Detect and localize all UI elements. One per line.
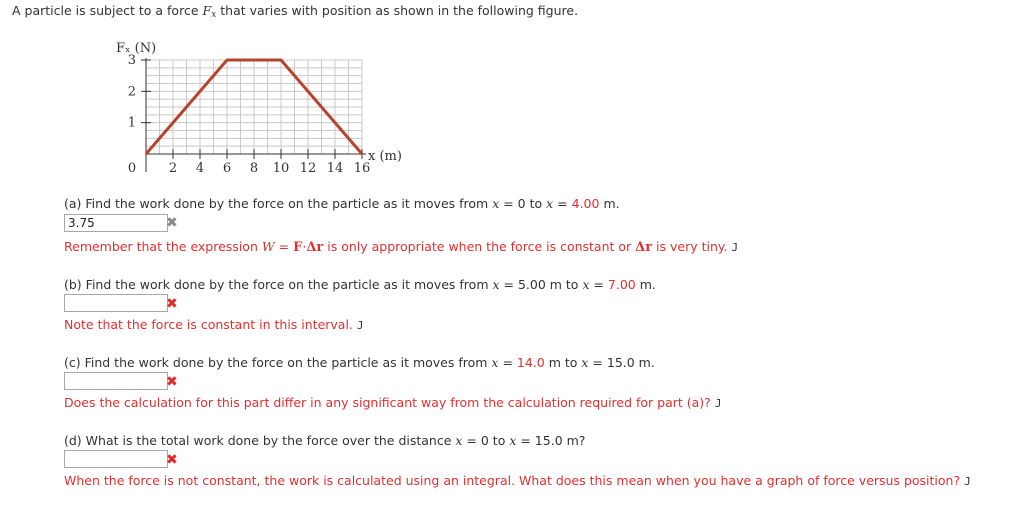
question-b-unit: m. <box>635 277 656 292</box>
question-c-text: (c) Find the work done by the force on the particle as it moves from <box>64 355 492 370</box>
hint-a-dot: · <box>302 239 307 254</box>
x-axis-label: x (m) <box>368 149 402 164</box>
x-tick-label: 12 <box>299 161 317 176</box>
x-tick-label: 10 <box>272 161 290 176</box>
answer-input-c[interactable] <box>64 372 168 390</box>
hint-d-mark[interactable]: J <box>964 475 971 488</box>
x-tick-label: 2 <box>168 161 178 176</box>
y-axis-label: Fₓ (N) <box>116 41 157 56</box>
question-a-eq1: = 0 to <box>499 196 547 211</box>
question-c-var2: x <box>581 355 589 370</box>
hint-c-text: Does the calculation for this part differ in any significant way from the calculation required for part (a)? <box>64 395 711 410</box>
question-a <box>64 196 620 211</box>
incorrect-icon-c: ✖ <box>166 374 178 390</box>
question-d-var: x <box>455 433 463 448</box>
question-b-value: 7.00 <box>607 277 636 292</box>
intro-text-after: that varies with position as shown in the following figure. <box>216 3 579 18</box>
x-tick-labels <box>128 161 370 176</box>
hint-b <box>64 317 364 332</box>
hint-a-mid: is only appropriate when the force is constant or <box>323 239 636 254</box>
question-c-eq1: = <box>498 355 517 370</box>
graph-grid <box>146 60 362 154</box>
x-tick-label: 6 <box>222 161 232 176</box>
hint-c-mark[interactable]: J <box>714 397 722 410</box>
question-d-eq1: = 0 to <box>462 433 510 448</box>
answer-input-a[interactable] <box>64 214 168 232</box>
incorrect-icon-d: ✖ <box>166 452 178 468</box>
hint-b-mark[interactable]: J <box>356 319 364 332</box>
graph-axes <box>141 58 366 172</box>
question-d-var2: x <box>509 433 517 448</box>
question-a-value: 4.00 <box>571 196 600 211</box>
question-c-var: x <box>491 355 499 370</box>
question-a-unit: m. <box>599 196 620 211</box>
question-d-text: (d) What is the total work done by the force over the distance <box>64 433 456 448</box>
hint-a-mark[interactable]: J <box>731 241 739 254</box>
hint-a-force-vector: F <box>293 240 303 255</box>
hint-a-w: W <box>261 239 275 254</box>
x-tick-label: 4 <box>195 161 205 176</box>
hint-a-eq: = <box>274 239 294 254</box>
hint-d <box>64 473 971 488</box>
question-b-eq2: = <box>589 277 608 292</box>
hint-a-after: is very tiny. <box>652 239 728 254</box>
answer-input-b[interactable] <box>64 294 168 312</box>
question-b-eq1: = 5.00 m to <box>499 277 583 292</box>
x-tick-label: 14 <box>326 161 344 176</box>
incorrect-icon-a: ✖ <box>166 215 178 231</box>
force-symbol: F <box>202 3 212 18</box>
answer-input-d[interactable] <box>64 450 168 468</box>
question-b-text: (b) Find the work done by the force on the particle as it moves from <box>64 277 493 292</box>
x-tick-label: 16 <box>353 161 371 176</box>
question-a-var: x <box>492 196 500 211</box>
question-a-var2: x <box>546 196 554 211</box>
y-tick-labels <box>128 53 136 131</box>
force-subscript: x <box>211 10 217 20</box>
hint-a-displacement-vector: Δr <box>306 240 324 255</box>
x-tick-label: 0 <box>127 161 137 176</box>
problem-statement <box>12 3 578 20</box>
hint-b-text: Note that the force is constant in this interval. <box>64 317 353 332</box>
question-d-eq2: = 15.0 m? <box>516 433 586 448</box>
intro-text-before: A particle is subject to a force <box>12 3 203 18</box>
force-line <box>146 60 362 154</box>
question-a-eq2: = <box>553 196 572 211</box>
question-b-var2: x <box>582 277 590 292</box>
question-c-eq3: = 15.0 m. <box>588 355 655 370</box>
question-c <box>64 355 655 370</box>
question-b-var: x <box>492 277 500 292</box>
x-tick-label: 8 <box>249 161 259 176</box>
hint-c <box>64 395 721 410</box>
question-b <box>64 277 656 292</box>
y-tick-label: 3 <box>127 53 136 68</box>
hint-a-before: Remember that the expression <box>64 239 262 254</box>
hint-a-displacement-vector-2: Δr <box>635 240 653 255</box>
hint-d-text: When the force is not constant, the work is calculated using an integral. What does this mean when you have a graph of force versus position? <box>64 473 961 488</box>
y-tick-label: 1 <box>127 115 136 131</box>
question-c-eq2: m to <box>544 355 582 370</box>
question-d <box>64 433 585 448</box>
y-tick-label: 2 <box>127 84 136 100</box>
question-c-value: 14.0 <box>516 355 545 370</box>
incorrect-icon-b: ✖ <box>166 296 178 312</box>
question-a-text: (a) Find the work done by the force on the particle as it moves from <box>64 196 493 211</box>
hint-a <box>64 239 738 255</box>
